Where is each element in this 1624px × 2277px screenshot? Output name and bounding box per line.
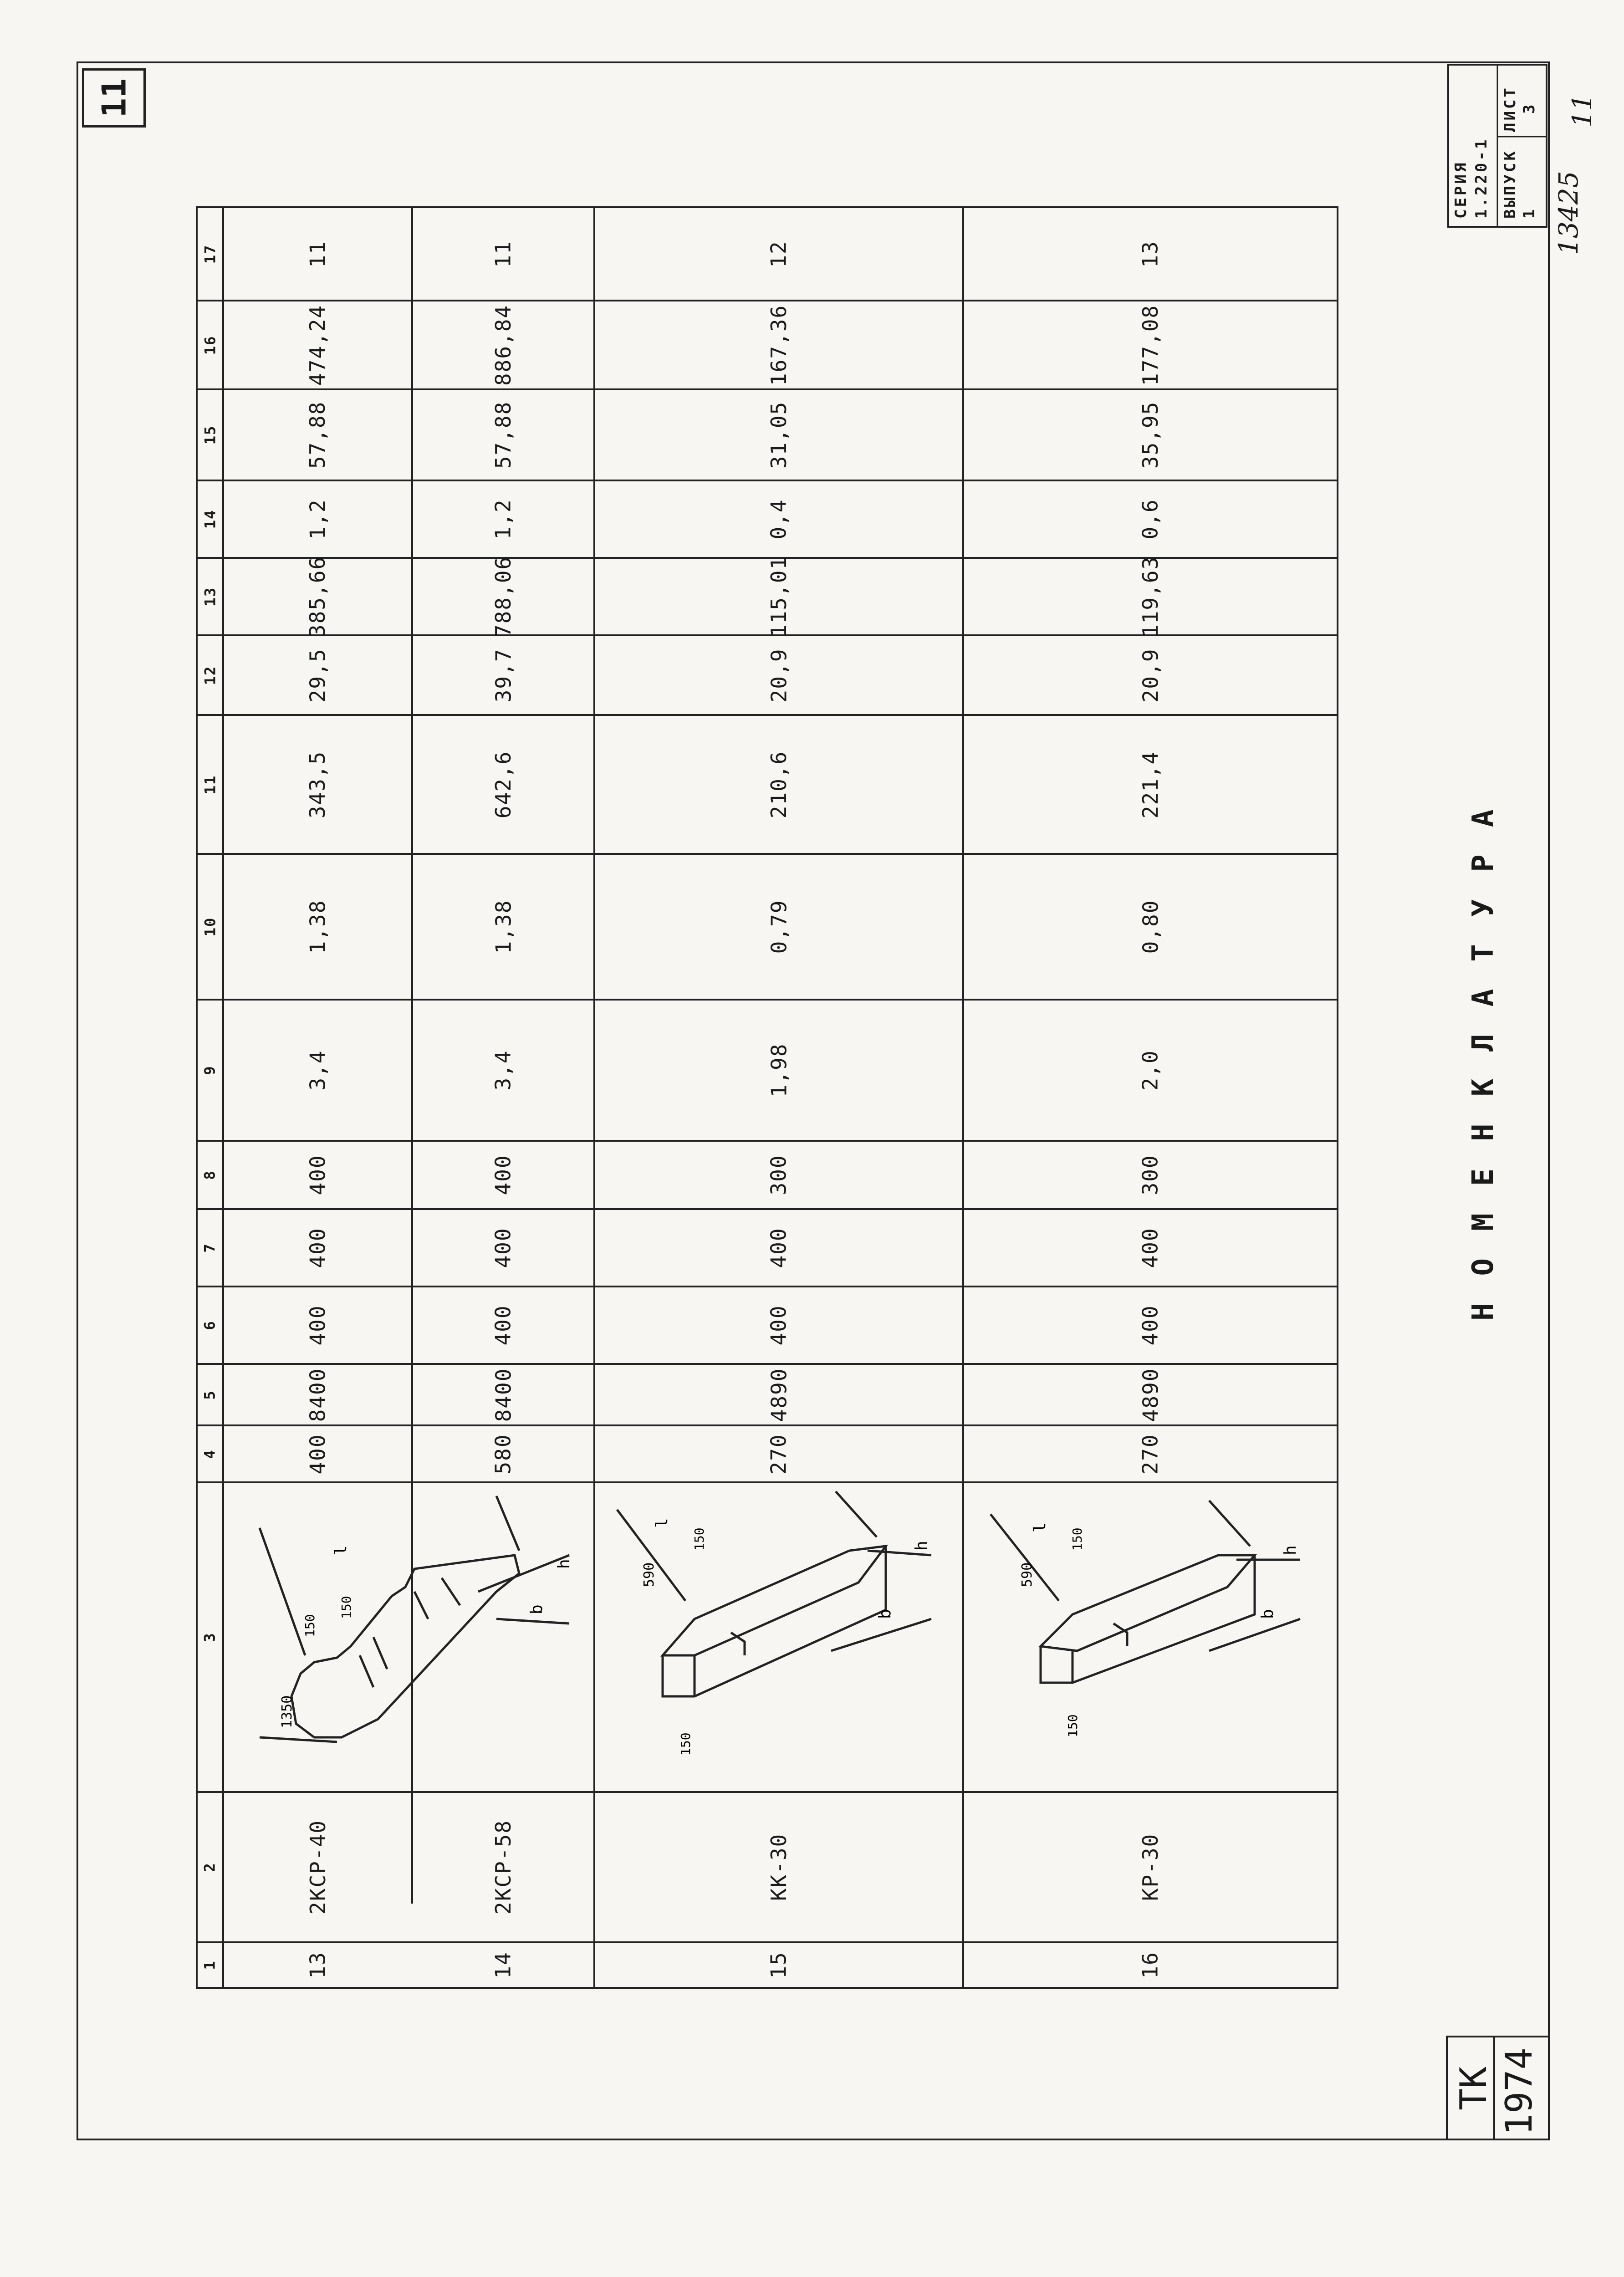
row13-c16: 474,24 — [305, 304, 330, 386]
row15-c7: 400 — [766, 1227, 791, 1268]
issue-label: ВЫПУСК — [1501, 149, 1519, 219]
row15-c13: 115,01 — [766, 556, 791, 638]
tk-year: 1974 — [1498, 2047, 1540, 2135]
row13-c6: 400 — [305, 1305, 330, 1346]
col-header-14: 14 — [201, 509, 219, 529]
col-header-12: 12 — [201, 665, 219, 685]
row16-c17: 13 — [1138, 240, 1163, 268]
row13-c7: 400 — [305, 1227, 330, 1268]
sketch-2ksr — [223, 1482, 594, 1792]
svg-text:590: 590 — [1019, 1562, 1035, 1587]
series-label: СЕРИЯ — [1452, 160, 1470, 219]
sheet-number: 11 — [94, 78, 133, 118]
row13-c5: 8400 — [305, 1368, 330, 1422]
svg-text:150: 150 — [692, 1527, 707, 1551]
row13-c17: 11 — [305, 240, 330, 268]
handwritten-code: 13425 — [1553, 171, 1584, 255]
row15-c5: 4890 — [766, 1368, 791, 1422]
row16-c9: 2,0 — [1138, 1050, 1163, 1091]
row14-c7: 400 — [491, 1227, 516, 1268]
row14-c13: 788,06 — [490, 556, 516, 638]
col-header-16: 16 — [201, 335, 219, 355]
col-header-15: 15 — [201, 425, 219, 445]
col-header-7: 7 — [201, 1243, 219, 1253]
svg-text:150: 150 — [1070, 1527, 1085, 1551]
row15-c9: 1,98 — [766, 1043, 791, 1098]
sheet-label: ЛИСТ — [1501, 86, 1519, 132]
row14-c10: 1,38 — [491, 899, 516, 954]
row16-c14: 0,6 — [1138, 499, 1163, 540]
row15-c17: 12 — [766, 240, 791, 268]
row13-mark: 2КСР-40 — [305, 1820, 330, 1915]
row14-c9: 3,4 — [491, 1050, 516, 1091]
row13-c8: 400 — [305, 1154, 330, 1195]
sketch-kk — [594, 1482, 963, 1792]
col-header-6: 6 — [201, 1320, 219, 1330]
row14-num: 14 — [490, 1951, 516, 1979]
row14-c14: 1,2 — [491, 499, 516, 540]
col-header-9: 9 — [201, 1065, 219, 1075]
row13-c15: 57,88 — [305, 401, 330, 469]
svg-text:150: 150 — [678, 1732, 693, 1756]
row15-mark: КК-30 — [766, 1833, 791, 1901]
row16-c16: 177,08 — [1138, 304, 1163, 386]
row16-c12: 20,9 — [1138, 648, 1163, 702]
row15-c11: 210,6 — [766, 750, 791, 818]
row13-c11: 343,5 — [305, 750, 330, 818]
svg-text:150: 150 — [339, 1596, 354, 1619]
row16-c7: 400 — [1138, 1227, 1163, 1268]
row15-c10: 0,79 — [766, 899, 791, 954]
row14-c5: 8400 — [491, 1368, 516, 1422]
row14-c16: 886,84 — [490, 304, 516, 386]
col-header-8: 8 — [201, 1170, 219, 1180]
row13-c4: 400 — [305, 1433, 330, 1475]
col-header-17: 17 — [201, 244, 219, 264]
row16-c11: 221,4 — [1138, 750, 1163, 818]
row15-c4: 270 — [766, 1433, 791, 1475]
sheet-value: 3 — [1520, 102, 1538, 114]
row13-c12: 29,5 — [305, 648, 330, 702]
row14-c8: 400 — [491, 1154, 516, 1195]
svg-text:l: l — [1031, 1522, 1049, 1532]
col-header-1: 1 — [201, 1960, 219, 1970]
row15-c12: 20,9 — [766, 648, 791, 702]
col-header-2: 2 — [201, 1862, 219, 1872]
handwritten-page: 11 — [1567, 94, 1598, 128]
col-header-10: 10 — [201, 917, 219, 937]
row14-c6: 400 — [491, 1305, 516, 1346]
svg-text:1350: 1350 — [279, 1695, 295, 1728]
row15-c8: 300 — [766, 1154, 791, 1195]
col-header-5: 5 — [201, 1389, 219, 1400]
row16-mark: КР-30 — [1138, 1833, 1163, 1901]
svg-text:l: l — [332, 1545, 350, 1555]
svg-text:590: 590 — [641, 1562, 657, 1587]
svg-text:b: b — [876, 1609, 894, 1619]
row15-c14: 0,4 — [766, 499, 791, 540]
row14-c11: 642,6 — [490, 750, 516, 818]
col-header-11: 11 — [201, 775, 219, 794]
svg-text:h: h — [912, 1541, 931, 1551]
row16-c8: 300 — [1138, 1154, 1163, 1195]
row15-num: 15 — [766, 1951, 791, 1979]
series-value: 1.220-1 — [1472, 137, 1491, 219]
row13-c9: 3,4 — [305, 1050, 330, 1091]
row16-c5: 4890 — [1138, 1368, 1163, 1422]
svg-text:b: b — [1258, 1609, 1277, 1619]
tk-label: ТК — [1452, 2066, 1495, 2110]
row13-c10: 1,38 — [305, 899, 330, 954]
svg-text:150: 150 — [302, 1614, 317, 1637]
svg-text:h: h — [555, 1559, 573, 1569]
row16-c13: 119,63 — [1138, 556, 1163, 638]
issue-value: 1 — [1520, 207, 1538, 219]
row13-c14: 1,2 — [305, 499, 330, 540]
row15-c16: 167,36 — [766, 304, 791, 386]
row13-num: 13 — [305, 1951, 330, 1979]
row14-c17: 11 — [490, 240, 516, 268]
row14-mark: 2КСР-58 — [491, 1820, 516, 1915]
col-header-13: 13 — [201, 587, 219, 607]
row16-c4: 270 — [1138, 1433, 1163, 1475]
row16-num: 16 — [1138, 1951, 1163, 1979]
svg-text:b: b — [527, 1604, 546, 1614]
row15-c6: 400 — [766, 1305, 791, 1346]
row14-c12: 39,7 — [491, 648, 516, 702]
page-title: НОМЕНКЛАТУРА — [1466, 782, 1500, 1321]
row16-c10: 0,80 — [1138, 899, 1163, 954]
row15-c15: 31,05 — [766, 401, 791, 469]
sketch-kr — [963, 1482, 1338, 1792]
col-header-3: 3 — [201, 1632, 219, 1642]
row14-c15: 57,88 — [490, 401, 516, 469]
svg-text:150: 150 — [1065, 1714, 1080, 1737]
row16-c15: 35,95 — [1138, 401, 1163, 469]
svg-text:l: l — [653, 1518, 671, 1528]
row16-c6: 400 — [1138, 1305, 1163, 1346]
col-header-4: 4 — [201, 1449, 219, 1459]
svg-text:h: h — [1281, 1545, 1300, 1555]
row14-c4: 580 — [491, 1433, 516, 1475]
row13-c13: 385,66 — [305, 556, 330, 638]
